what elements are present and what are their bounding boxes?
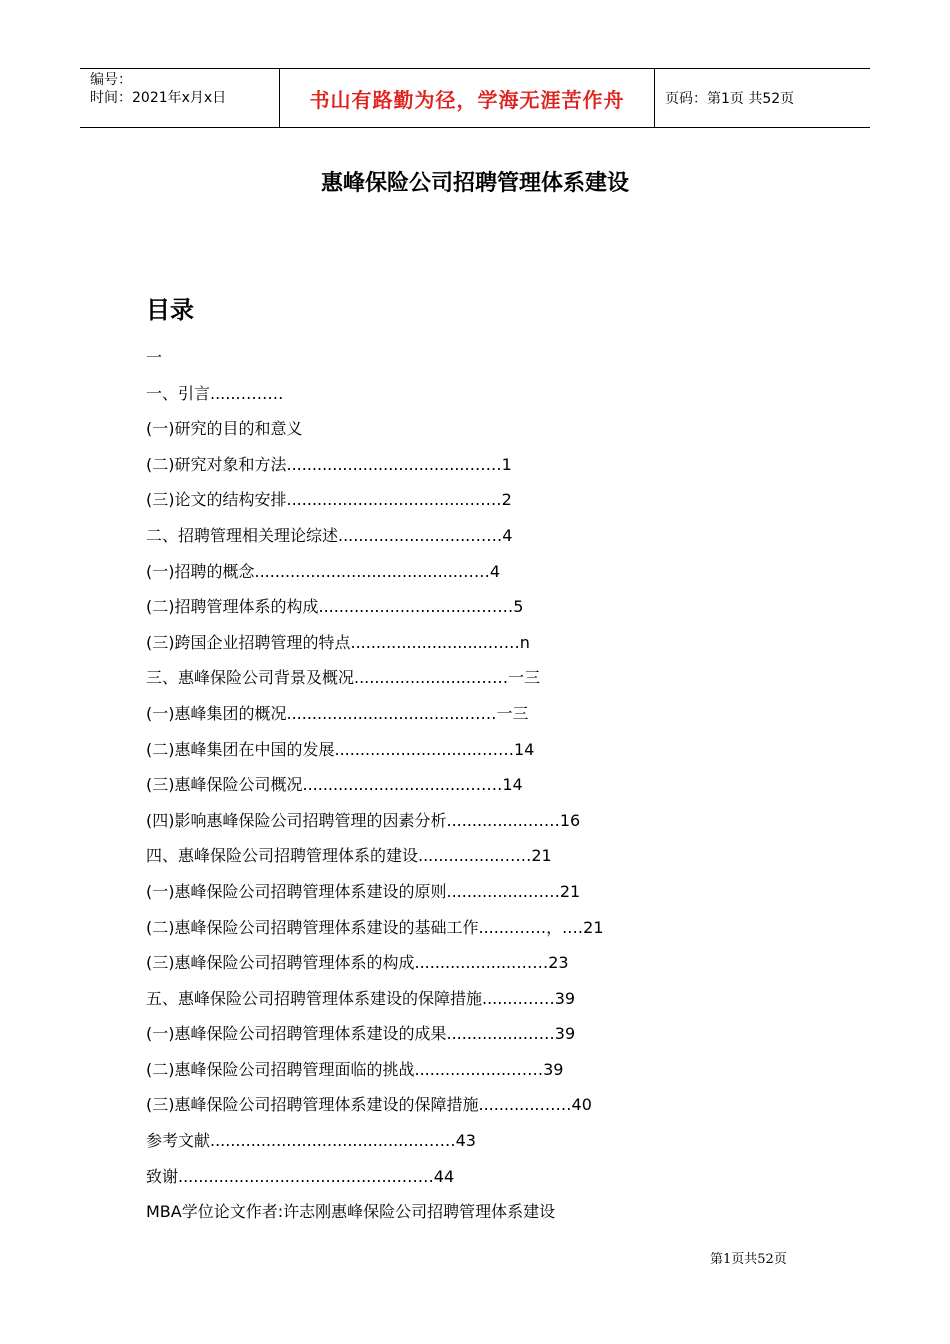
toc-entry: (三)惠峰保险公司招聘管理体系建设的保障措施............……40 [146, 1095, 592, 1115]
motto-text: 书山有路勤为径，学海无涯苦作舟 [309, 87, 625, 112]
header-motto-cell [280, 69, 655, 127]
header-page-cell [655, 69, 870, 127]
toc-entry: 致谢............................................……44 [146, 1166, 455, 1186]
toc-entry: 四、惠峰保险公司招聘管理体系的建设................……21 [146, 846, 552, 866]
page-header [80, 68, 870, 128]
toc-entry: MBA学位论文作者:许志刚惠峰保险公司招聘管理体系建设 [146, 1202, 556, 1222]
toc-entry: (四)影响惠峰保险公司招聘管理的因素分析................……16 [146, 810, 581, 830]
toc-heading: 目录 [146, 296, 194, 324]
toc-entry: (二)惠峰集团在中国的发展.............................……14 [146, 739, 535, 759]
toc-entry: (二)研究对象和方法....................................……1 [146, 454, 512, 474]
table-of-contents [146, 346, 604, 1236]
toc-entry: (一)惠峰保险公司招聘管理体系建设的成果...............……39 [146, 1024, 576, 1044]
document-title: 惠峰保险公司招聘管理体系建设 [320, 170, 629, 196]
toc-entry: (三)惠峰保险公司概况.................................……14 [146, 775, 523, 795]
toc-entry: (一)研究的目的和意义 [146, 419, 303, 439]
page-footer: 第1页共52页 [710, 1252, 787, 1267]
toc-entry: (三)惠峰保险公司招聘管理体系的构成....................……23 [146, 953, 569, 973]
toc-entry: (一)惠峰保险公司招聘管理体系建设的原则................……21 [146, 881, 581, 901]
toc-entry: 三、惠峰保险公司背景及概况........................……一三 [146, 668, 541, 688]
toc-entry: (二)惠峰保险公司招聘管理面临的挑战...................……39 [146, 1059, 564, 1079]
toc-entry: (一)招聘的概念........................................……4 [146, 561, 501, 581]
header-meta-cell [80, 69, 280, 127]
toc-entry: (二)招聘管理体系的构成................................……5 [146, 597, 524, 617]
page-label: 页码：第1页 共52页 [665, 91, 795, 107]
toc-entry: (三)论文的结构安排....................................……2 [146, 490, 512, 510]
toc-entry: 一 [146, 348, 163, 367]
toc-entry: 参考文献..........................................……43 [146, 1131, 476, 1151]
number-label: 编号： [90, 72, 132, 88]
toc-entry: 五、惠峰保险公司招聘管理体系建设的保障措施........……39 [146, 988, 576, 1008]
toc-entry: 一、引言.....……… [146, 383, 284, 403]
toc-entry: (二)惠峰保险公司招聘管理体系建设的基础工作.......……，.…21 [146, 917, 604, 937]
time-label: 时间：2021年x月x日 [90, 90, 227, 106]
toc-entry: 二、招聘管理相关理论综述..........................……4 [146, 525, 513, 545]
toc-entry: (一)惠峰集团的概况...................................……一三 [146, 703, 529, 723]
toc-entry: (三)跨国企业招聘管理的特点...........................……n [146, 632, 530, 652]
